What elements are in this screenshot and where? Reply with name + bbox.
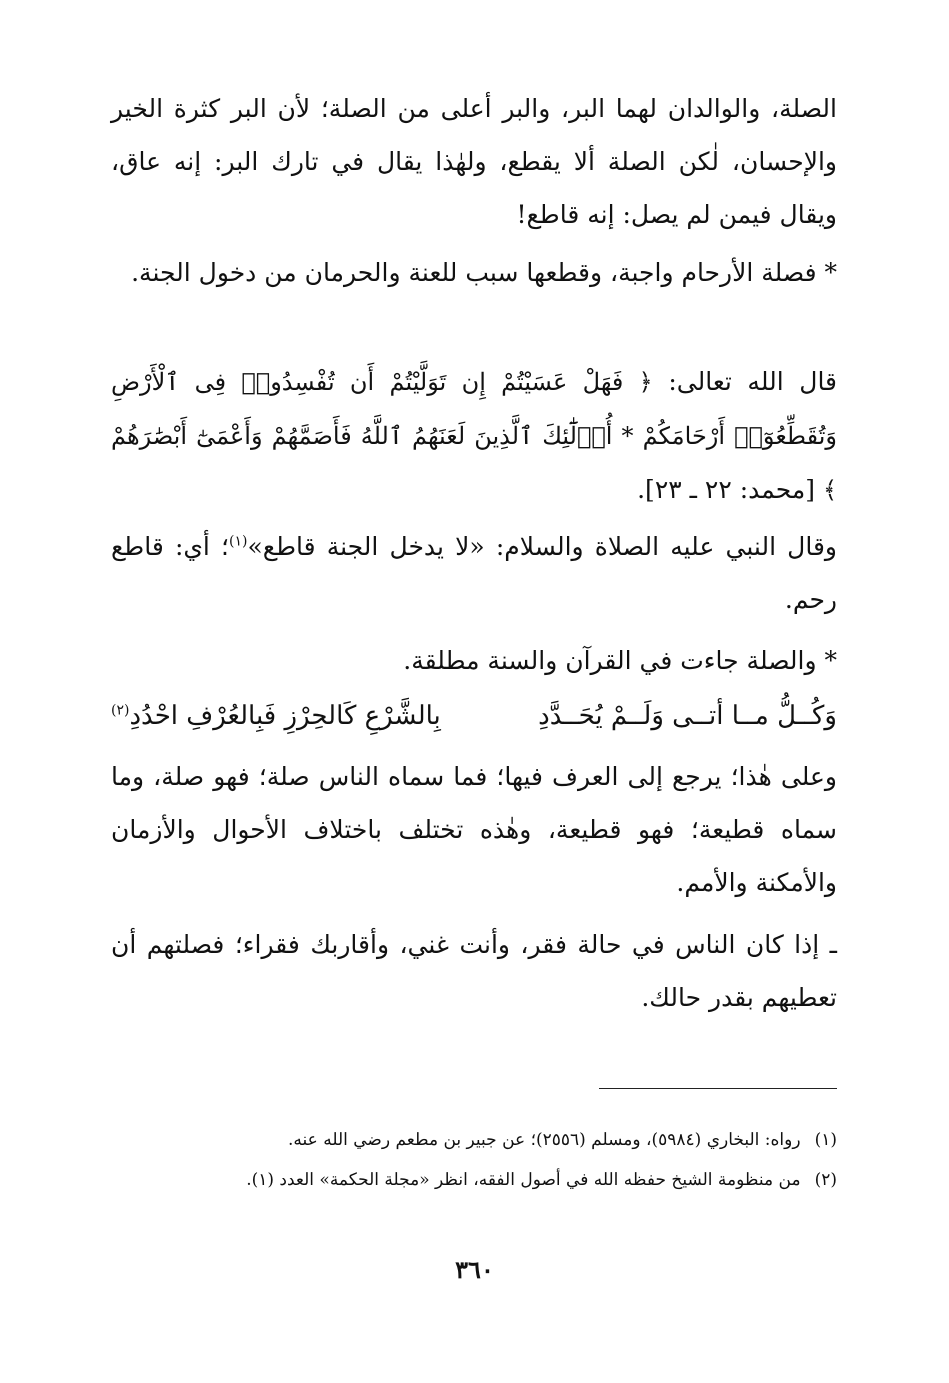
paragraph-text: * والصلة جاءت في القرآن والسنة مطلقة. [403, 646, 837, 675]
paragraph-text: وعلى هٰذا؛ يرجع إلى العرف فيها؛ فما سماه الناس صلة؛ فهو صلة، وما سماه قطيعة؛ فهو قطيعة، وهٰذه تختلف باختلاف الأحوال والأزمان والأمكنة والأمم. [111, 762, 837, 897]
paragraph-urf [111, 750, 837, 909]
footnote-text: رواه: البخاري (٥٩٨٤)، ومسلم (٢٥٥٦)؛ عن جبير بن مطعم رضي الله عنه. [288, 1130, 801, 1150]
poem-second-hemistich-wrap [111, 690, 441, 743]
poem-second-hemistich: بِالشَّرْعِ كَالحِرْزِ فَبِالعُرْفِ احْدُدِ [129, 701, 441, 731]
verse-intro: قال الله تعالى: [652, 367, 838, 396]
page-number: ٣٦٠ [455, 1255, 494, 1284]
footnote-1 [111, 1123, 837, 1157]
poem-first-hemistich: وَكُــلُّ مــا أتــى وَلَــمْ يُحَــدَّدِ [538, 701, 837, 731]
paragraph-quran-verse [111, 355, 837, 517]
footnote-2 [111, 1163, 837, 1197]
paragraph-poverty [111, 918, 837, 1024]
paragraph-hadith [111, 520, 837, 626]
footnote-text: من منظومة الشيخ حفظه الله في أصول الفقه، انظر «مجلة الحكمة» العدد (١). [246, 1170, 801, 1190]
paragraph-text: ـ إذا كان الناس في حالة فقر، وأنت غني، وأقاربك فقراء؛ فصلتهم أن تعطيهم بقدر حالك. [111, 930, 837, 1012]
verse-reference: [محمد: ٢٢ ـ ٢٣]. [637, 475, 823, 504]
paragraph-text: * فصلة الأرحام واجبة، وقطعها سبب للعنة والحرمان من دخول الجنة. [131, 258, 837, 287]
footnote-marker: (٢) [111, 702, 130, 719]
poem-line [111, 690, 837, 743]
paragraph-text: الصلة، والوالدان لهما البر، والبر أعلى من الصلة؛ لأن البر كثرة الخير والإحسان، لٰكن الصلة ألا يقطع، ولهٰذا يقال في تارك البر: إنه عاق، ويقال فيمن لم يصل: إنه قاطع! [111, 94, 837, 229]
paragraph-silah-wajibah [111, 246, 837, 299]
footnote-number: (١) [814, 1130, 837, 1150]
quran-verse: ﴿ فَهَلْ عَسَيْتُمْ إِن تَوَلَّيْتُمْ أَن تُفْسِدُوا۟ فِى ٱلْأَرْضِ وَتُقَطِّعُوٓا۟ أَرْحَامَكُمْ * أُو۟لَٰٓئِكَ ٱلَّذِينَ لَعَنَهُمُ ٱللَّهُ فَأَصَمَّهُمْ وَأَعْمَىٰٓ أَبْصَٰرَهُمْ ﴾ [111, 368, 837, 504]
hadith-explanation: ؛ أي: قاطع رحم. [111, 532, 837, 614]
hadith-text: وقال النبي عليه الصلاة والسلام: «لا يدخل الجنة قاطع» [247, 532, 837, 561]
footnote-separator [599, 1088, 837, 1089]
footnote-number: (٢) [814, 1170, 837, 1190]
footnote-marker: (١) [229, 533, 248, 550]
paragraph-silah-mutlaqah [111, 634, 837, 687]
paragraph-birr-silah [111, 82, 837, 241]
